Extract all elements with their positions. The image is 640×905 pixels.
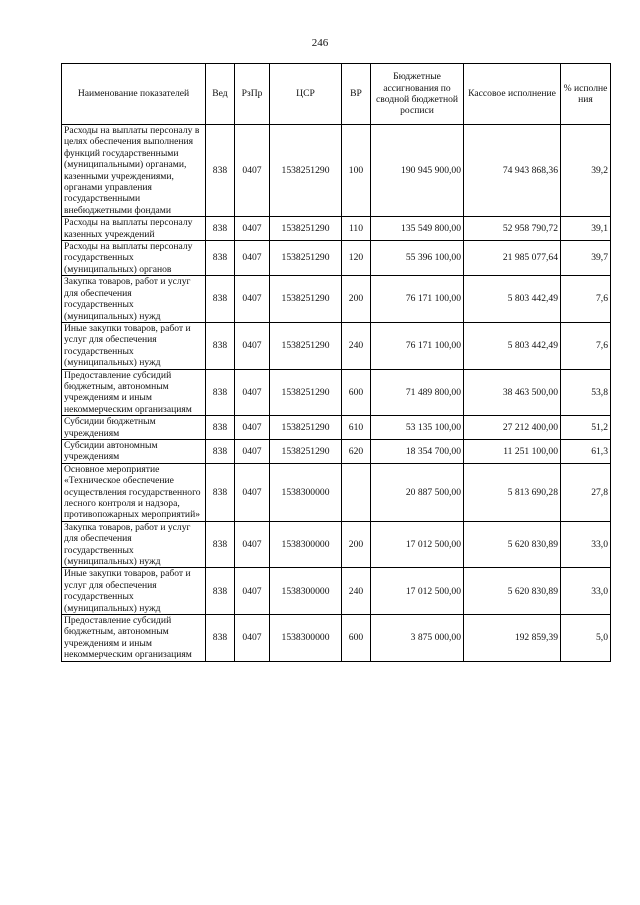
cell-percent: 33,0 (561, 521, 611, 568)
cell-percent: 39,2 (561, 125, 611, 217)
cell-budget: 20 887 500,00 (371, 463, 464, 521)
cell-name: Расходы на выплаты персоналу государственных (муниципальных) органов (62, 241, 206, 276)
cell-percent: 39,7 (561, 241, 611, 276)
table-row (62, 568, 611, 615)
cell-ved: 838 (206, 125, 235, 217)
cell-cash: 5 813 690,28 (464, 463, 561, 521)
header-cash: Кассовое исполнение (464, 64, 561, 125)
cell-budget: 76 171 100,00 (371, 276, 464, 323)
table-row (62, 615, 611, 662)
cell-name: Предоставление субсидий бюджетным, автономным учреждениям и иным некоммерческим организациям (62, 615, 206, 662)
cell-cash: 11 251 100,00 (464, 439, 561, 463)
header-ved: Вед (206, 64, 235, 125)
header-csr: ЦСР (270, 64, 342, 125)
cell-budget: 76 171 100,00 (371, 322, 464, 369)
cell-budget: 71 489 800,00 (371, 369, 464, 416)
cell-ved: 838 (206, 369, 235, 416)
cell-csr: 1538251290 (270, 241, 342, 276)
cell-ved: 838 (206, 322, 235, 369)
cell-ved: 838 (206, 463, 235, 521)
cell-ved: 838 (206, 276, 235, 323)
cell-vr: 610 (342, 416, 371, 440)
budget-table (61, 63, 611, 662)
cell-vr: 600 (342, 369, 371, 416)
cell-vr: 240 (342, 322, 371, 369)
cell-cash: 5 803 442,49 (464, 322, 561, 369)
cell-vr: 110 (342, 217, 371, 241)
cell-percent: 33,0 (561, 568, 611, 615)
cell-csr: 1538251290 (270, 439, 342, 463)
cell-cash: 74 943 868,36 (464, 125, 561, 217)
cell-rzpr: 0407 (235, 416, 270, 440)
cell-rzpr: 0407 (235, 241, 270, 276)
table-row (62, 439, 611, 463)
cell-percent: 53,8 (561, 369, 611, 416)
page-number: 246 (311, 37, 329, 49)
cell-rzpr: 0407 (235, 369, 270, 416)
cell-cash: 21 985 077,64 (464, 241, 561, 276)
cell-vr (342, 463, 371, 521)
cell-rzpr: 0407 (235, 463, 270, 521)
cell-ved: 838 (206, 217, 235, 241)
table-row (62, 322, 611, 369)
cell-budget: 3 875 000,00 (371, 615, 464, 662)
table-row (62, 369, 611, 416)
cell-ved: 838 (206, 439, 235, 463)
cell-percent: 27,8 (561, 463, 611, 521)
cell-cash: 5 803 442,49 (464, 276, 561, 323)
cell-rzpr: 0407 (235, 276, 270, 323)
cell-percent: 5,0 (561, 615, 611, 662)
cell-vr: 100 (342, 125, 371, 217)
cell-rzpr: 0407 (235, 217, 270, 241)
cell-budget: 18 354 700,00 (371, 439, 464, 463)
table-row (62, 276, 611, 323)
cell-cash: 5 620 830,89 (464, 568, 561, 615)
table-row (62, 125, 611, 217)
cell-vr: 120 (342, 241, 371, 276)
cell-rzpr: 0407 (235, 322, 270, 369)
cell-percent: 61,3 (561, 439, 611, 463)
cell-csr: 1538251290 (270, 322, 342, 369)
cell-csr: 1538300000 (270, 463, 342, 521)
cell-cash: 52 958 790,72 (464, 217, 561, 241)
cell-name: Субсидии бюджетным учреждениям (62, 416, 206, 440)
cell-csr: 1538251290 (270, 276, 342, 323)
table-header-row (62, 64, 611, 125)
cell-name: Субсидии автономным учреждениям (62, 439, 206, 463)
cell-csr: 1538300000 (270, 615, 342, 662)
cell-cash: 5 620 830,89 (464, 521, 561, 568)
cell-rzpr: 0407 (235, 568, 270, 615)
cell-ved: 838 (206, 568, 235, 615)
table-row (62, 463, 611, 521)
cell-vr: 240 (342, 568, 371, 615)
cell-budget: 17 012 500,00 (371, 568, 464, 615)
cell-vr: 620 (342, 439, 371, 463)
cell-vr: 600 (342, 615, 371, 662)
cell-vr: 200 (342, 521, 371, 568)
cell-budget: 55 396 100,00 (371, 241, 464, 276)
cell-rzpr: 0407 (235, 125, 270, 217)
cell-csr: 1538300000 (270, 521, 342, 568)
header-budget: Бюджетные ассигнования по сводной бюджетной росписи (371, 64, 464, 125)
cell-name: Расходы на выплаты персоналу в целях обеспечения выполнения функций государственными (муниципальными) органами, казенными учреждениями, органами управления государственными внебюджетными фондами (62, 125, 206, 217)
cell-name: Расходы на выплаты персоналу казенных учреждений (62, 217, 206, 241)
cell-percent: 7,6 (561, 322, 611, 369)
cell-cash: 27 212 400,00 (464, 416, 561, 440)
cell-csr: 1538251290 (270, 416, 342, 440)
cell-csr: 1538251290 (270, 217, 342, 241)
cell-name: Закупка товаров, работ и услуг для обеспечения государственных (муниципальных) нужд (62, 521, 206, 568)
header-name: Наименование показателей (62, 64, 206, 125)
cell-vr: 200 (342, 276, 371, 323)
cell-name: Предоставление субсидий бюджетным, автономным учреждениям и иным некоммерческим организациям (62, 369, 206, 416)
cell-name: Иные закупки товаров, работ и услуг для обеспечения государственных (муниципальных) нужд (62, 568, 206, 615)
header-percent: % исполне ния (561, 64, 611, 125)
cell-cash: 38 463 500,00 (464, 369, 561, 416)
cell-rzpr: 0407 (235, 521, 270, 568)
cell-rzpr: 0407 (235, 615, 270, 662)
cell-budget: 135 549 800,00 (371, 217, 464, 241)
table-row (62, 416, 611, 440)
cell-rzpr: 0407 (235, 439, 270, 463)
cell-name: Иные закупки товаров, работ и услуг для обеспечения государственных (муниципальных) нужд (62, 322, 206, 369)
header-vr: ВР (342, 64, 371, 125)
table-body (62, 125, 611, 662)
cell-csr: 1538251290 (270, 369, 342, 416)
cell-ved: 838 (206, 241, 235, 276)
cell-ved: 838 (206, 416, 235, 440)
cell-percent: 7,6 (561, 276, 611, 323)
cell-percent: 51,2 (561, 416, 611, 440)
table-row (62, 217, 611, 241)
cell-budget: 190 945 900,00 (371, 125, 464, 217)
cell-csr: 1538300000 (270, 568, 342, 615)
cell-ved: 838 (206, 615, 235, 662)
cell-percent: 39,1 (561, 217, 611, 241)
table-row (62, 241, 611, 276)
cell-cash: 192 859,39 (464, 615, 561, 662)
cell-name: Закупка товаров, работ и услуг для обеспечения государственных (муниципальных) нужд (62, 276, 206, 323)
table-row (62, 521, 611, 568)
cell-budget: 17 012 500,00 (371, 521, 464, 568)
cell-ved: 838 (206, 521, 235, 568)
cell-name: Основное мероприятие «Техническое обеспечение осуществления государственного лесного контроля и надзора, противопожарных мероприятий» (62, 463, 206, 521)
header-rzpr: РзПр (235, 64, 270, 125)
cell-budget: 53 135 100,00 (371, 416, 464, 440)
cell-csr: 1538251290 (270, 125, 342, 217)
